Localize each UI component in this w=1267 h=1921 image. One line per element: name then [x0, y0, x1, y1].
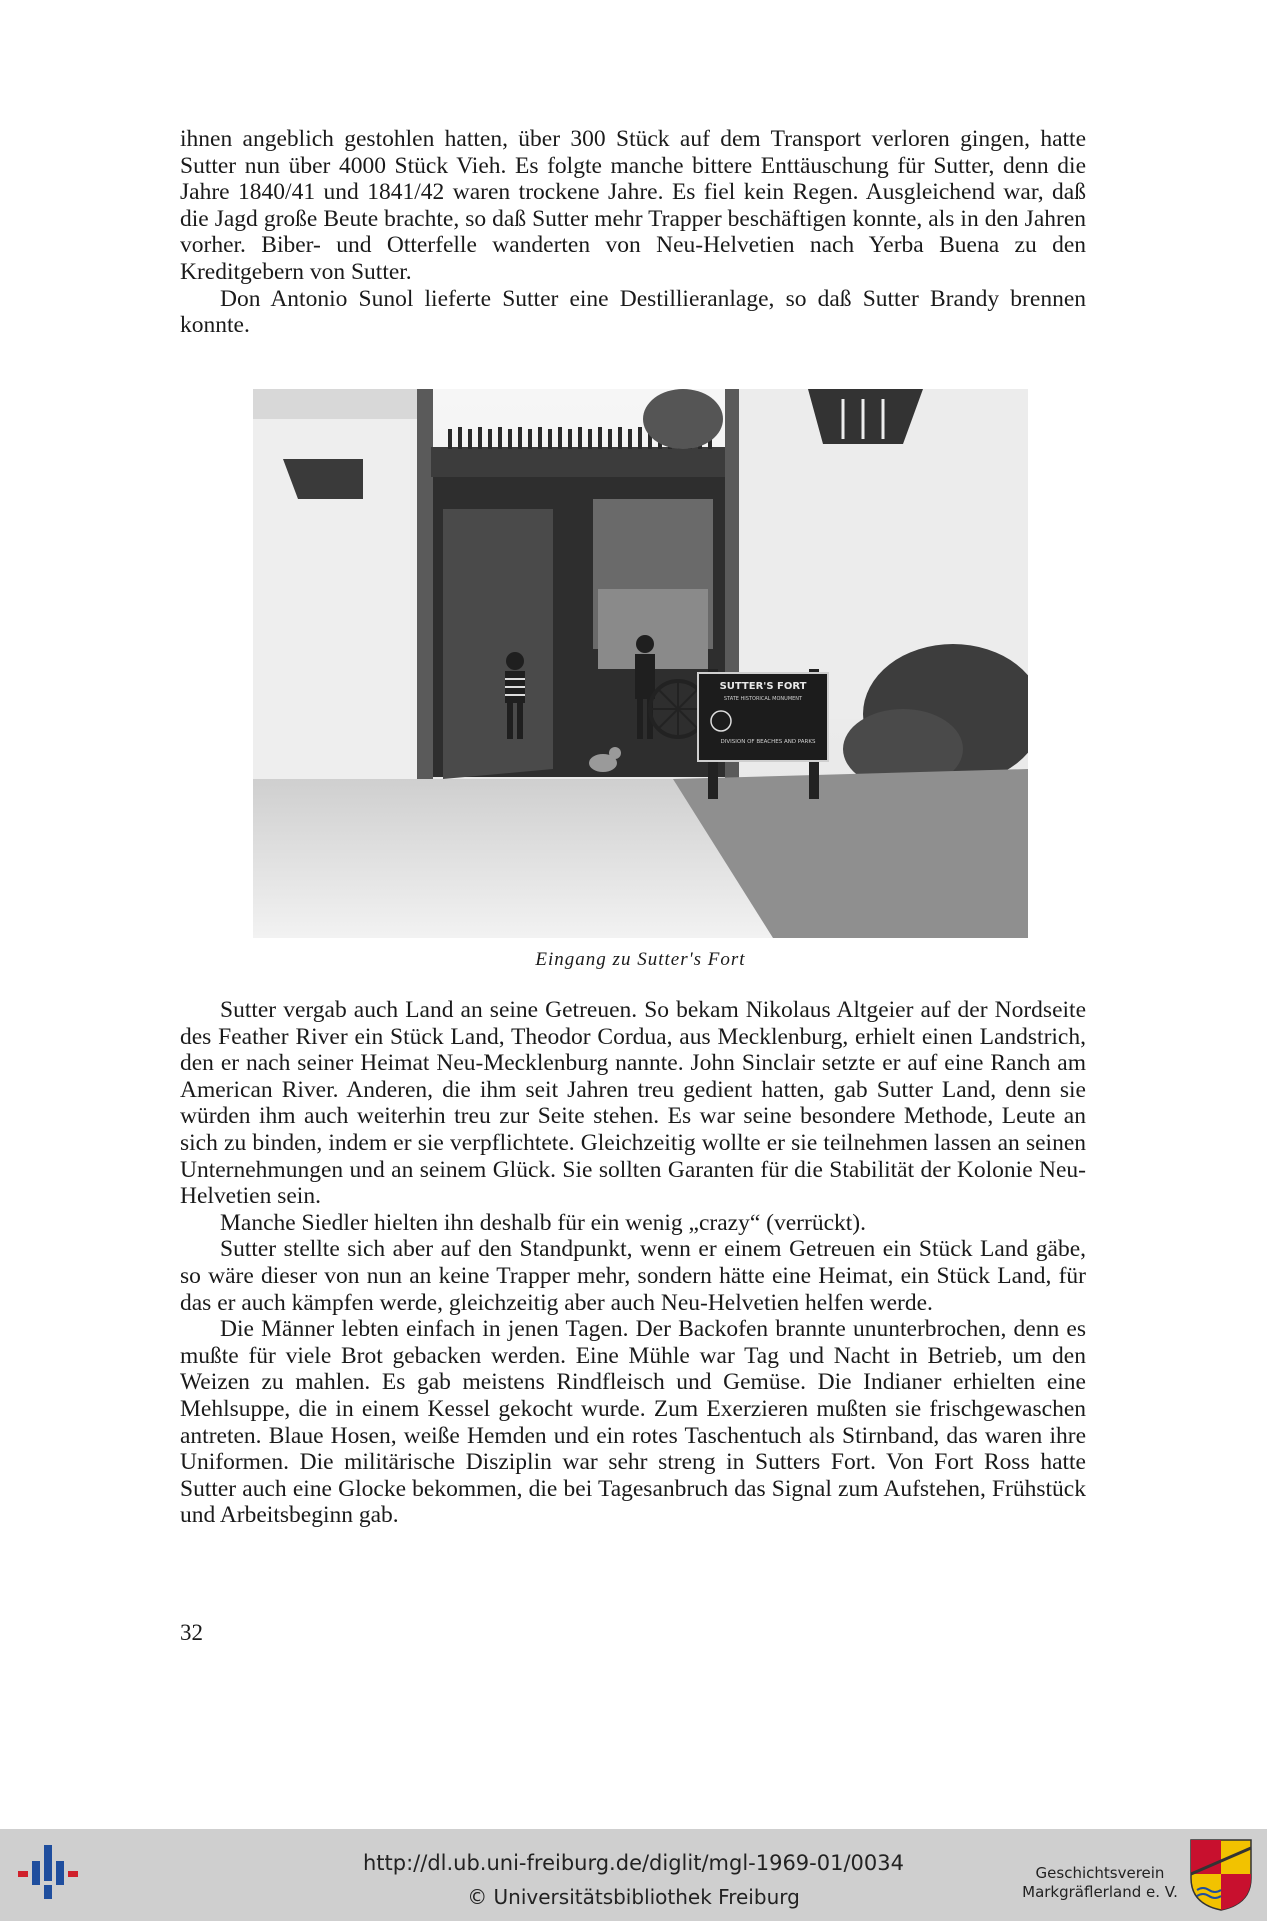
paragraph: Die Männer lebten einfach in jenen Tagen. Der Backofen brannte ununterbrochen, denn es mußte für viele Brot gebacken werden. Eine Mühle war Tag und Nacht in Betrieb, um den Weizen zu mahlen. Es gab meistens Rindfleisch und Gemüse. Die Indianer erhielten eine Mehlsuppe, die in einem Kessel gekocht wurde. Zum Exerzieren mußten sie frischgewaschen antreten. Blaue Hosen, weiße Hemden und ein rotes Taschentuch als Stirnband, das waren ihre Uniformen. Die militärische Disziplin war sehr streng in Sutters Fort. Von Fort Ross hatte Sutter auch eine Glocke bekommen, die bei Tagesanbruch das Signal zum Aufstehen, Frühstück und Arbeitsbeginn gab.: [180, 1316, 1086, 1529]
paragraph: ihnen angeblich gestohlen hatten, über 300 Stück auf dem Transport verloren gingen, hatte Sutter nun über 4000 Stück Vieh. Es folgte manche bittere Enttäuschung für Sutter, denn die Jahre 1840/41 und 1841/42 waren trockene Jahre. Es fiel kein Regen. Ausgleichend war, daß die Jagd große Beute brachte, so daß Sutter mehr Trapper beschäftigen konnte, als in den Jahren vorher. Biber- und Otterfelle wanderten von Neu-Helvetien nach Yerba Buena zu den Kreditgebern von Sutter.: [180, 126, 1086, 285]
coat-of-arms-icon[interactable]: [1189, 1838, 1253, 1912]
paragraph: Manche Siedler hielten ihn deshalb für ein wenig „crazy“ (verrückt).: [220, 1209, 866, 1236]
sign-subtitle: STATE HISTORICAL MONUMENT: [723, 696, 803, 702]
sign-division: DIVISION OF BEACHES AND PARKS: [720, 739, 816, 745]
photo-caption: Eingang zu Sutter's Fort: [535, 949, 746, 970]
society-name-line2: Markgräflerland e. V.: [1022, 1883, 1178, 1901]
fort-entrance-photo: [253, 389, 1028, 938]
society-name: [1020, 1864, 1180, 1902]
paragraph: Sutter vergab auch Land an seine Getreuen. So bekam Nikolaus Altgeier auf der Nordseite des Feather River ein Stück Land, Theodor Cordua, aus Mecklenburg, erhielt einen Landstrich, den er nach seiner Heimat Neu-Mecklenburg nannte. John Sinclair setzte er auf eine Ranch am American River. Anderen, die ihm seit Jahren treu gedient hatten, gab Sutter Land, denn sie würden ihm auch weiterhin treu zur Seite stehen. Es war seine besondere Methode, Leute an sich zu binden, indem er sie verpflichtete. Gleichzeitig wollte er sie teilnehmen lassen an seinen Unternehmungen und an seinem Glück. Sie sollten Garanten für die Stabilität der Kolonie Neu-Helvetien sein.: [180, 997, 1086, 1210]
footer-copyright: © Universitätsbibliothek Freiburg: [467, 1885, 800, 1909]
society-name-line1: Geschichtsverein: [1035, 1864, 1165, 1882]
paragraph: Sutter stellte sich aber auf den Standpunkt, wenn er einem Getreuen ein Stück Land gäbe, so wäre dieser von nun an keine Trapper mehr, sondern hätte eine Heimat, ein Stück Land, für das er auch kämpfen werde, gleichzeitig aber auch Neu-Helvetien helfen werde.: [180, 1236, 1086, 1316]
page-number: 32: [180, 1620, 203, 1645]
sign-title: SUTTER'S FORT: [719, 681, 807, 692]
footer-url-link[interactable]: http://dl.ub.uni-freiburg.de/diglit/mgl-1969-01/0034: [362, 1851, 904, 1875]
bottom-text-block: [180, 997, 1086, 1529]
paragraph: Don Antonio Sunol lieferte Sutter eine Destillieranlage, so daß Sutter Brandy brennen konnte.: [180, 285, 1086, 339]
top-text-block: [180, 126, 1086, 339]
